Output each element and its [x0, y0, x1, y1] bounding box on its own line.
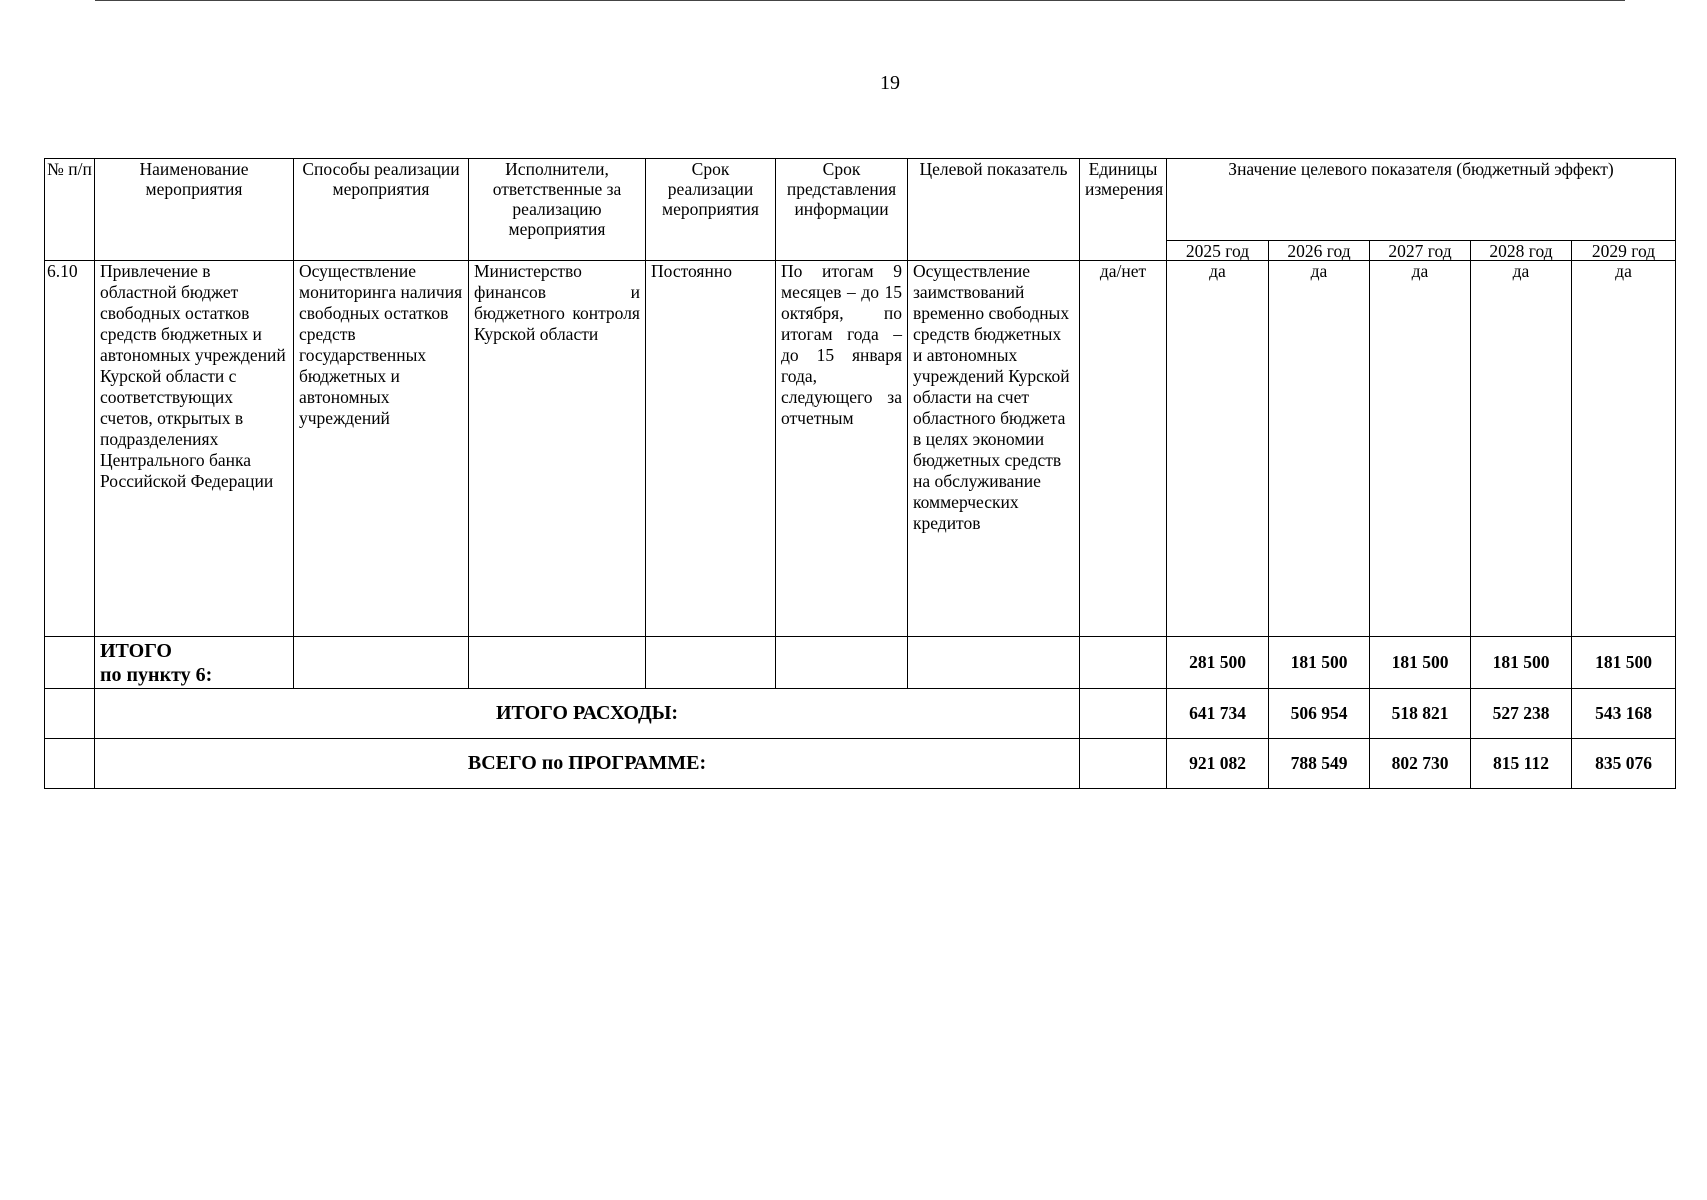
header-report-term: Срок представления информации — [776, 159, 908, 261]
row-value-2028: да — [1471, 261, 1572, 637]
header-year-2025: 2025 год — [1167, 241, 1269, 261]
expenses-total-2028: 527 238 — [1471, 689, 1572, 739]
subtotal-empty-cell — [646, 637, 776, 689]
header-unit: Единицы измерения — [1080, 159, 1167, 261]
header-executors: Исполнители, ответственные за реализацию мероприятия — [469, 159, 646, 261]
expenses-total-2029: 543 168 — [1572, 689, 1676, 739]
expenses-total-row — [45, 689, 1676, 739]
row-term: Постоянно — [646, 261, 776, 637]
expenses-total-num-cell — [45, 689, 95, 739]
header-year-2027: 2027 год — [1370, 241, 1471, 261]
row-name: Привлечение в областной бюджет свободных остатков средств бюджетных и автономных учреждений Курской области с соответствующих счетов, открытых в подразделениях Центрального банка Российской Федерации — [95, 261, 294, 637]
header-row — [45, 159, 1676, 241]
subtotal-empty-cell — [294, 637, 469, 689]
header-year-2028: 2028 год — [1471, 241, 1572, 261]
subtotal-value-2025: 281 500 — [1167, 637, 1269, 689]
subtotal-row — [45, 637, 1676, 689]
subtotal-value-2028: 181 500 — [1471, 637, 1572, 689]
header-year-2026: 2026 год — [1269, 241, 1370, 261]
row-target: Осуществление заимствований временно свободных средств бюджетных и автономных учреждений Курской области на счет областного бюджета в целях экономии бюджетных средств на обслуживание коммерческих кредитов — [908, 261, 1080, 637]
subtotal-label-line2: по пункту 6: — [100, 664, 213, 686]
page-number: 19 — [880, 72, 900, 94]
subtotal-value-2027: 181 500 — [1370, 637, 1471, 689]
program-total-row — [45, 739, 1676, 789]
row-value-2026: да — [1269, 261, 1370, 637]
program-table — [44, 158, 1676, 789]
subtotal-value-2029: 181 500 — [1572, 637, 1676, 689]
program-total-2027: 802 730 — [1370, 739, 1471, 789]
program-total-2028: 815 112 — [1471, 739, 1572, 789]
program-total-2029: 835 076 — [1572, 739, 1676, 789]
row-value-2025: да — [1167, 261, 1269, 637]
table-row — [45, 261, 1676, 637]
subtotal-empty-cell — [469, 637, 646, 689]
subtotal-empty-cell — [776, 637, 908, 689]
top-rule — [95, 0, 1625, 1]
expenses-total-2026: 506 954 — [1269, 689, 1370, 739]
expenses-total-unit-cell — [1080, 689, 1167, 739]
subtotal-num-cell — [45, 637, 95, 689]
header-num: № п/п — [45, 159, 95, 261]
row-value-2029: да — [1572, 261, 1676, 637]
header-methods: Способы реализации мероприятия — [294, 159, 469, 261]
expenses-total-label: ИТОГО РАСХОДЫ: — [95, 689, 1080, 739]
expenses-total-2027: 518 821 — [1370, 689, 1471, 739]
program-total-unit-cell — [1080, 739, 1167, 789]
row-value-2027: да — [1370, 261, 1471, 637]
header-term: Срок реализации мероприятия — [646, 159, 776, 261]
row-executors: Министерство финансов и бюджетного контроля Курской области — [469, 261, 646, 637]
program-total-num-cell — [45, 739, 95, 789]
subtotal-label-line1: ИТОГО — [100, 640, 172, 662]
row-num: 6.10 — [45, 261, 95, 637]
subtotal-value-2026: 181 500 — [1269, 637, 1370, 689]
header-name: Наименование мероприятия — [95, 159, 294, 261]
header-year-2029: 2029 год — [1572, 241, 1676, 261]
program-total-label: ВСЕГО по ПРОГРАММЕ: — [95, 739, 1080, 789]
expenses-total-2025: 641 734 — [1167, 689, 1269, 739]
program-total-2026: 788 549 — [1269, 739, 1370, 789]
row-methods: Осуществление мониторинга наличия свободных остатков средств государственных бюджетных и автономных учреждений — [294, 261, 469, 637]
subtotal-empty-cell — [1080, 637, 1167, 689]
subtotal-empty-cell — [908, 637, 1080, 689]
program-total-2025: 921 082 — [1167, 739, 1269, 789]
header-target: Целевой показатель — [908, 159, 1080, 261]
header-value-group: Значение целевого показателя (бюджетный эффект) — [1167, 159, 1676, 241]
row-unit: да/нет — [1080, 261, 1167, 637]
subtotal-label — [95, 637, 294, 689]
row-report-term: По итогам 9 месяцев – до 15 октября, по итогам года – до 15 января года, следующего за отчетным — [776, 261, 908, 637]
